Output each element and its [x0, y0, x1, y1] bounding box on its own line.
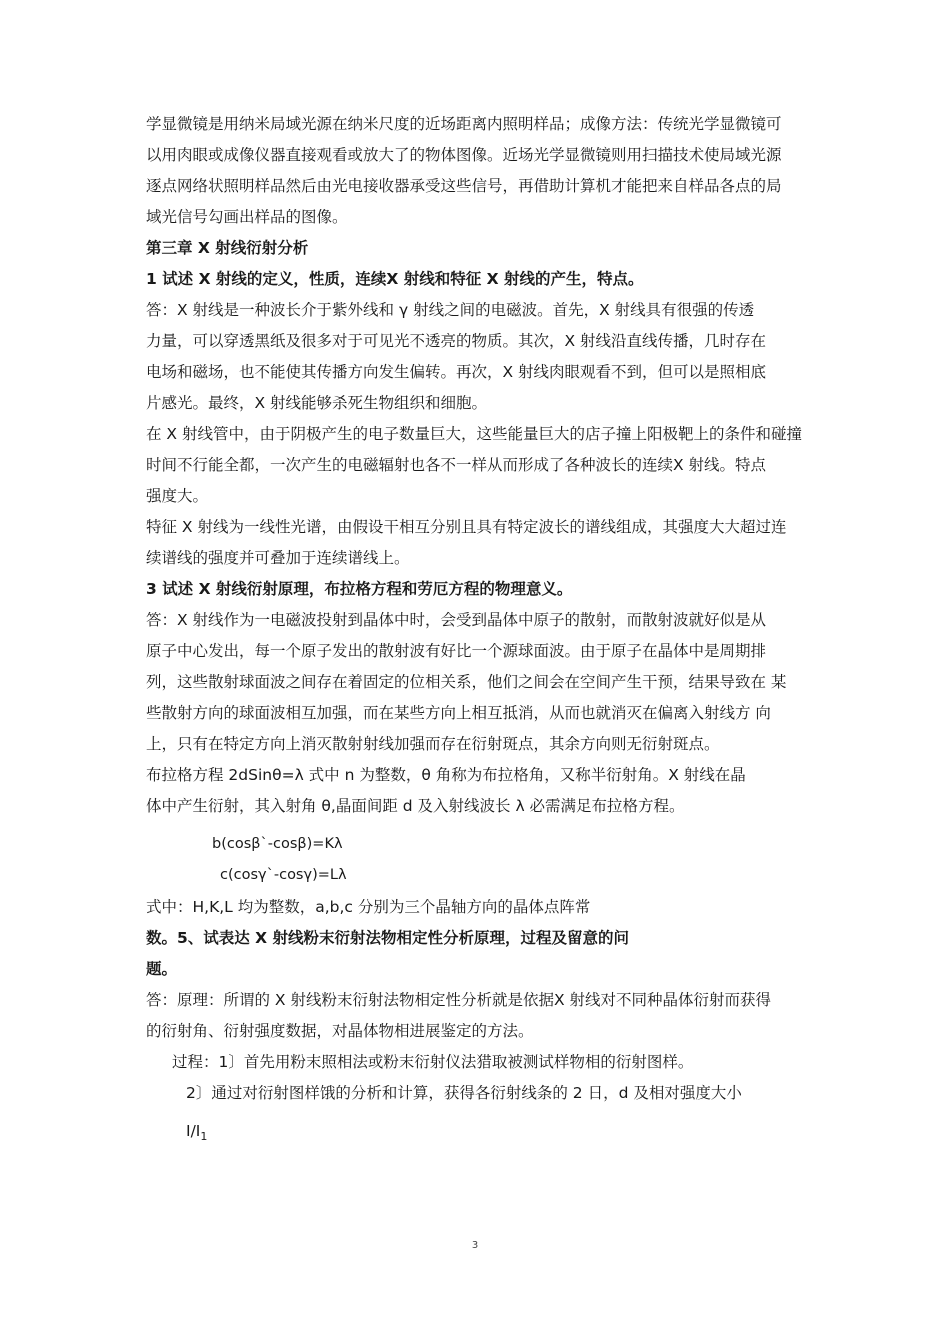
text-line: 答：X 射线作为一电磁波投射到晶体中时，会受到晶体中原子的散射，而散射波就好似是从: [146, 611, 767, 629]
text-line: 上，只有在特定方向上消灭散射射线加强而存在衍射斑点，其余方向则无衍射斑点。: [146, 735, 720, 753]
equation-line: c(cosγ`-cosγ)=Lλ: [220, 867, 347, 883]
text-line: 2〕通过对衍射图样饿的分析和计算，获得各衍射线条的 2 日，d 及相对强度大小: [186, 1084, 742, 1102]
text-line: 力量，可以穿透黑纸及很多对于可见光不透亮的物质。其次，X 射线沿直线传播，几时存在: [146, 332, 767, 350]
text-line: 以用肉眼或成像仪器直接观看或放大了的物体图像。近场光学显微镜则用扫描技术使局域光源: [146, 146, 782, 164]
text-line: 强度大。: [146, 487, 209, 505]
text-line: 学显微镜是用纳米局域光源在纳米尺度的近场距离内照明样品；成像方法：传统光学显微镜可: [146, 115, 782, 133]
question-heading: 1 试述 X 射线的定义，性质，连续X 射线和特征 X 射线的产生，特点。: [146, 270, 644, 288]
chapter-heading: 第三章 X 射线衍射分析: [146, 239, 309, 257]
question-heading: 题。: [146, 960, 178, 978]
page-number: 3: [471, 1240, 479, 1251]
text-line: 答：X 射线是一种波长介于紫外线和 γ 射线之间的电磁波。首先，X 射线具有很强的传透: [146, 301, 755, 319]
text-line: 式中：H,K,L 均为整数，a,b,c 分别为三个晶轴方向的晶体点阵常: [146, 898, 591, 916]
text-line: 电场和磁场，也不能使其传播方向发生偏转。再次，X 射线肉眼观看不到，但可以是照相底: [146, 363, 767, 381]
equation-line: b(cosβ`-cosβ)=Kλ: [212, 836, 343, 852]
ratio-text: I/I: [186, 1122, 201, 1140]
text-line: 域光信号勾画出样品的图像。: [146, 208, 348, 226]
question-heading: 3 试述 X 射线衍射原理，布拉格方程和劳厄方程的物理意义。: [146, 580, 573, 598]
formula-ratio: [186, 1120, 856, 1148]
text-line: 在 X 射线管中，由于阴极产生的电子数量巨大，这些能量巨大的店子撞上阳极靶上的条件和碰撞: [146, 425, 802, 443]
text-line: 答：原理：所谓的 X 射线粉末衍射法物相定性分析就是依据X 射线对不同种晶体衍射而获得: [146, 991, 772, 1009]
text-line: 逐点网络状照明样品然后由光电接收器承受这些信号，再借助计算机才能把来自样品各点的局: [146, 177, 782, 195]
ratio-subscript: 1: [200, 1130, 208, 1144]
text-line: 的衍射角、衍射强度数据，对晶体物相进展鉴定的方法。: [146, 1022, 534, 1040]
text-line: 原子中心发出，每一个原子发出的散射波有好比一个源球面波。由于原子在晶体中是周期排: [146, 642, 767, 660]
text-line: 续谱线的强度并可叠加于连续谱线上。: [146, 549, 410, 567]
text-line: 特征 X 射线为一线性光谱，由假设干相互分别且具有特定波长的谱线组成，其强度大大超过连: [146, 518, 787, 536]
text-line: 时间不行能全都，一次产生的电磁辐射也各不一样从而形成了各种波长的连续X 射线。特点: [146, 456, 767, 474]
text-line: 体中产生衍射，其入射角 θ,晶面间距 d 及入射线波长 λ 必需满足布拉格方程。: [146, 797, 685, 815]
text-line: 列，这些散射球面波之间存在着固定的位相关系，他们之间会在空间产生干预，结果导致在 某: [146, 673, 787, 691]
text-line: 过程：1〕首先用粉末照相法或粉末衍射仪法猎取被测试样物相的衍射图样。: [172, 1053, 694, 1071]
question-heading: 数。5、试表达 X 射线粉末衍射法物相定性分析原理，过程及留意的问: [146, 929, 630, 947]
text-line: 布拉格方程 2dSinθ=λ 式中 n 为整数，θ 角称为布拉格角，又称半衍射角。X 射线在晶: [146, 766, 746, 784]
text-line: 些散射方向的球面波相互加强，而在某些方向上相互抵消，从而也就消灭在偏离入射线方 向: [146, 704, 771, 722]
text-line: 片感光。最终，X 射线能够杀死生物组织和细胞。: [146, 394, 488, 412]
